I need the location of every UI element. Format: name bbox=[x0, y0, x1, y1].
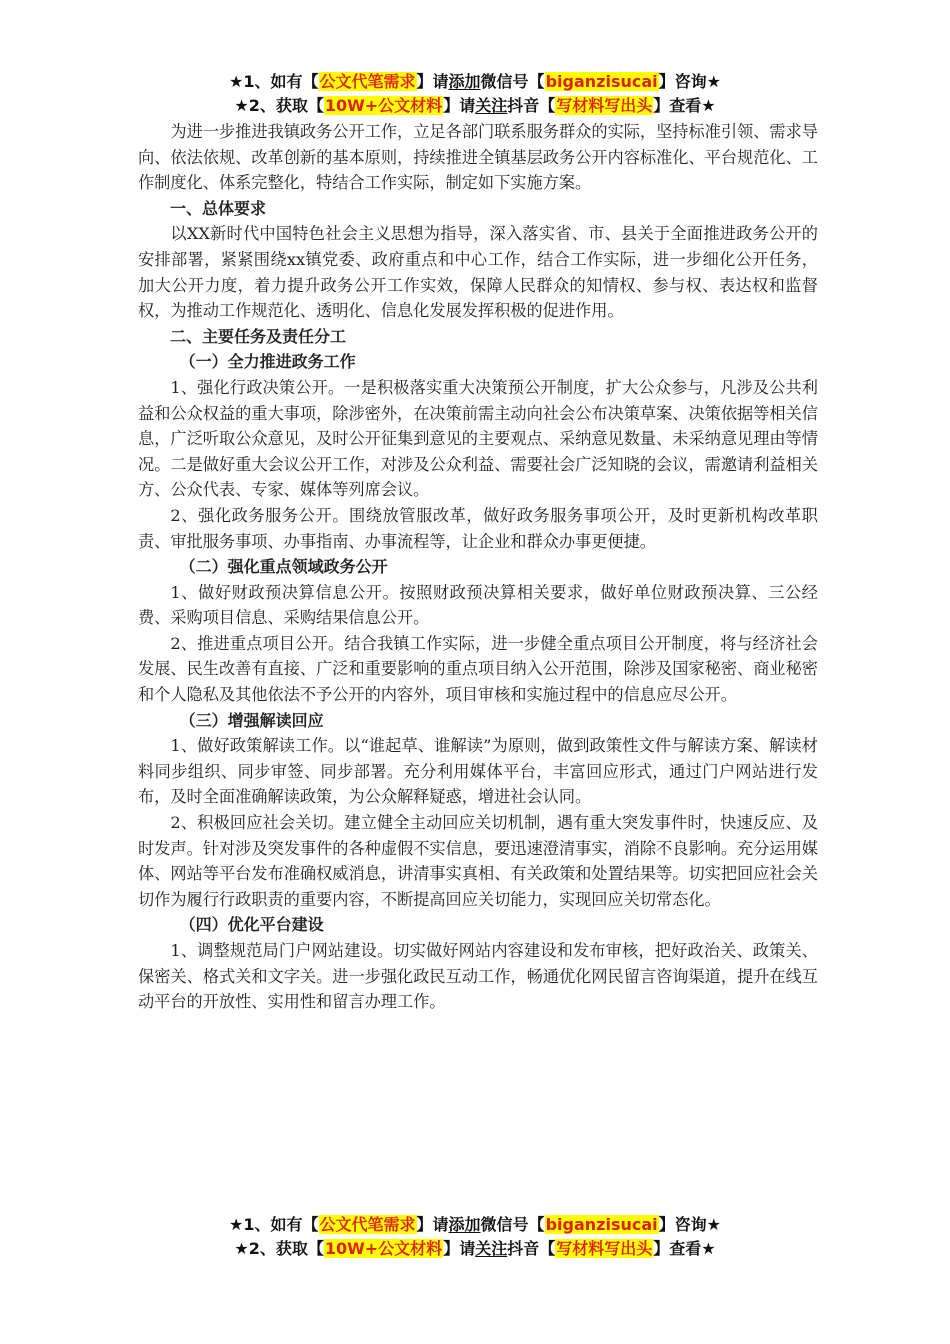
banner-text: 】咨询★ bbox=[658, 1215, 721, 1234]
document-body bbox=[138, 119, 818, 1015]
banner-underlined-text: 关注 bbox=[475, 1239, 508, 1258]
banner-text: 微信号【 bbox=[480, 72, 545, 91]
paragraph: 2、积极回应社会关切。建立健全主动回应关切机制，遇有重大突发事件时，快速反应、及时发声。针对涉及突发事件的各种虚假不实信息，要迅速澄清事实，消除不良影响。充分运用媒体、网站等平台发布准确权威消息，讲清事实真相、有关政策和处置结果等。切实把回应社会关切作为履行行政职责的重要内容，不断提高回应关切能力，实现回应关切常态化。 bbox=[138, 813, 818, 909]
top-banner-line-2 bbox=[0, 94, 950, 118]
banner-highlight: 公文代笔需求 bbox=[319, 72, 416, 91]
banner-text: ★2、获取【 bbox=[234, 1239, 324, 1258]
banner-text: 】请 bbox=[416, 1215, 449, 1234]
subsection-heading: （三）增强解读回应 bbox=[179, 710, 324, 730]
banner-text: ★1、如有【 bbox=[229, 72, 319, 91]
top-banner-line-1 bbox=[0, 70, 950, 94]
paragraph: 1、做好财政预决算信息公开。按照财政预决算相关要求，做好单位财政预决算、三公经费、采购项目信息、采购结果信息公开。 bbox=[138, 582, 818, 628]
banner-highlight: biganzisucai bbox=[545, 1215, 658, 1234]
banner-text: ★2、获取【 bbox=[234, 96, 324, 115]
paragraph: 2、推进重点项目公开。结合我镇工作实际，进一步健全重点项目公开制度，将与经济社会发展、民生改善有直接、广泛和重要影响的重点项目纳入公开范围，除涉及国家秘密、商业秘密和个人隐私及其他依法不予公开的内容外，项目审核和实施过程中的信息应尽公开。 bbox=[138, 633, 818, 705]
banner-underlined-text: 关注 bbox=[475, 96, 508, 115]
subsection-heading: （一）全力推进政务工作 bbox=[179, 352, 356, 372]
banner-highlight: biganzisucai bbox=[545, 72, 658, 91]
banner-highlight: 10W+公文材料 bbox=[324, 96, 443, 115]
paragraph: 为进一步推进我镇政务公开工作，立足各部门联系服务群众的实际，坚持标准引领、需求导向、依法依规、改革创新的基本原则，持续推进全镇基层政务公开内容标准化、平台规范化、工作制度化、体系完整化，特结合工作实际，制定如下实施方案。 bbox=[138, 122, 818, 193]
bottom-banner-line-1 bbox=[0, 1213, 950, 1237]
banner-text: 】咨询★ bbox=[658, 72, 721, 91]
paragraph: 1、强化行政决策公开。一是积极落实重大决策预公开制度，扩大公众参与，凡涉及公共利益和公众权益的重大事项，除涉密外，在决策前需主动向社会公布决策草案、决策依据等相关信息，广泛听取公众意见，及时公开征集到意见的主要观点、采纳意见数量、未采纳意见理由等情况。二是做好重大会议公开工作，对涉及公众利益、需要社会广泛知晓的会议，需邀请利益相关方、公众代表、专家、媒体等列席会议。 bbox=[138, 377, 818, 500]
banner-text: 抖音【 bbox=[507, 1239, 556, 1258]
banner-underlined-text: 添加 bbox=[448, 1215, 481, 1234]
banner-text: 微信号【 bbox=[480, 1215, 545, 1234]
banner-highlight: 10W+公文材料 bbox=[324, 1239, 443, 1258]
banner-text: 】查看★ bbox=[653, 96, 716, 115]
subsection-heading: （四）优化平台建设 bbox=[179, 915, 324, 935]
paragraph: 1、做好政策解读工作。以“谁起草、谁解读”为原则，做到政策性文件与解读方案、解读材料同步组织、同步审签、同步部署。充分利用媒体平台，丰富回应形式，通过门户网站进行发布，及时全面准确解读政策，为公众解释疑惑，增进社会认同。 bbox=[138, 736, 818, 807]
banner-text: 】请 bbox=[443, 1239, 476, 1258]
paragraph: 2、强化政务服务公开。围绕放管服改革，做好政务服务事项公开，及时更新机构改革职责、审批服务事项、办事指南、办事流程等，让企业和群众办事更便捷。 bbox=[138, 505, 818, 551]
banner-text: 】请 bbox=[443, 96, 476, 115]
banner-highlight: 公文代笔需求 bbox=[319, 1215, 416, 1234]
banner-highlight: 写材料写出头 bbox=[556, 1239, 653, 1258]
banner-text: 抖音【 bbox=[507, 96, 556, 115]
banner-text: ★1、如有【 bbox=[229, 1215, 319, 1234]
banner-text: 】请 bbox=[416, 72, 449, 91]
paragraph: 1、调整规范局门户网站建设。切实做好网站内容建设和发布审核，把好政治关、政策关、保密关、格式关和文字关。进一步强化政民互动工作，畅通优化网民留言咨询渠道，提升在线互动平台的开放性、实用性和留言办理工作。 bbox=[138, 941, 818, 1012]
paragraph: 以XX新时代中国特色社会主义思想为指导，深入落实省、市、县关于全面推进政务公开的安排部署，紧紧围绕xx镇党委、政府重点和中心工作，结合工作实际，进一步细化公开任务，加大公开力度，着力提升政务公开工作实效，保障人民群众的知情权、参与权、表达权和监督权，为推动工作规范化、透明化、信息化发展发挥积极的促进作用。 bbox=[138, 224, 818, 321]
subsection-heading: （二）强化重点领域政务公开 bbox=[179, 557, 388, 577]
bottom-banner-line-2 bbox=[0, 1237, 950, 1261]
banner-text: 】查看★ bbox=[653, 1239, 716, 1258]
banner-highlight: 写材料写出头 bbox=[556, 96, 653, 115]
section-heading: 一、总体要求 bbox=[170, 198, 267, 218]
section-heading: 二、主要任务及责任分工 bbox=[170, 326, 347, 346]
banner-underlined-text: 添加 bbox=[448, 72, 481, 91]
